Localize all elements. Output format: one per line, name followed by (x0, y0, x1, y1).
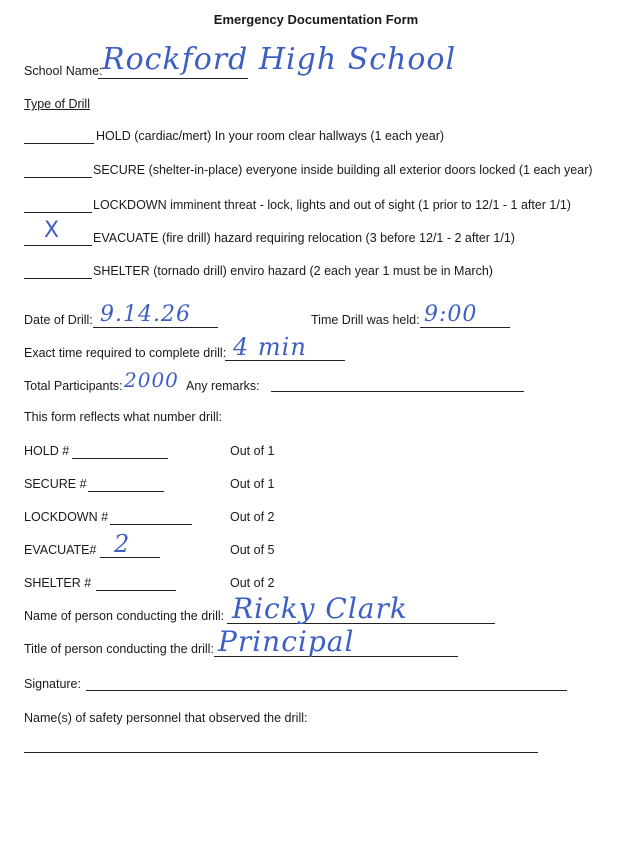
date-label: Date of Drill: (24, 313, 93, 327)
drill-type-blank[interactable] (24, 177, 92, 178)
drill-number-out-of: Out of 1 (230, 477, 275, 491)
conductor-name-value[interactable]: Ricky Clark (232, 592, 408, 625)
signature-label: Signature: (24, 677, 81, 691)
date-underline (93, 327, 218, 328)
drill-number-value[interactable]: 2 (114, 530, 131, 558)
drill-type-blank[interactable] (24, 212, 92, 213)
drill-number-label: SHELTER # (24, 576, 92, 590)
drill-type-lockdown: LOCKDOWN imminent threat - lock, lights and out of sight (1 prior to 12/1 - 1 after 1/1) (93, 198, 571, 212)
drill-number-out-of: Out of 1 (230, 444, 275, 458)
remarks-label: Any remarks: (186, 379, 260, 393)
time-required-label: Exact time required to complete drill: (24, 346, 227, 360)
reflects-label: This form reflects what number drill: (24, 410, 222, 424)
signature-underline[interactable] (86, 690, 567, 691)
school-name-label: School Name: (24, 64, 103, 78)
remarks-underline[interactable] (271, 391, 524, 392)
drill-number-label: EVACUATE# (24, 543, 97, 557)
drill-type-checkmark: X (44, 218, 60, 243)
drill-type-evacuate: EVACUATE (fire drill) hazard requiring relocation (3 before 12/1 - 2 after 1/1) (93, 231, 515, 245)
drill-number-label: HOLD # (24, 444, 70, 458)
drill-type-shelter: SHELTER (tornado drill) enviro hazard (2 each year 1 must be in March) (93, 264, 493, 278)
drill-number-out-of: Out of 2 (230, 510, 275, 524)
observers-label: Name(s) of safety personnel that observed the drill: (24, 711, 308, 725)
time-required-value[interactable]: 4 min (233, 333, 307, 361)
drill-number-label: LOCKDOWN # (24, 510, 109, 524)
drill-number-out-of: Out of 5 (230, 543, 275, 557)
drill-type-blank[interactable] (24, 143, 94, 144)
form-title: Emergency Documentation Form (213, 12, 419, 27)
time-held-value[interactable]: 9:00 (424, 302, 478, 327)
drill-number-out-of: Out of 2 (230, 576, 275, 590)
drill-number-underline[interactable] (96, 590, 176, 591)
drill-type-hold: HOLD (cardiac/mert) In your room clear hallways (1 each year) (96, 129, 445, 143)
conductor-title-value[interactable]: Principal (218, 625, 355, 658)
date-value[interactable]: 9.14.26 (100, 302, 191, 327)
participants-value[interactable]: 2000 (124, 368, 179, 392)
observers-underline[interactable] (24, 752, 538, 753)
conductor-title-label: Title of person conducting the drill: (24, 642, 214, 656)
school-name-underline (98, 78, 248, 79)
drill-number-label: SECURE # (24, 477, 87, 491)
school-name-value[interactable]: Rockford High School (102, 42, 457, 77)
drill-number-underline[interactable] (110, 524, 192, 525)
drill-type-blank[interactable] (24, 278, 92, 279)
drill-type-secure: SECURE (shelter-in-place) everyone inside building all exterior doors locked (1 each year) (93, 163, 593, 177)
conductor-name-label: Name of person conducting the drill: (24, 609, 225, 623)
type-of-drill-heading: Type of Drill (24, 97, 90, 111)
time-held-label: Time Drill was held: (311, 313, 420, 327)
participants-label: Total Participants: (24, 379, 123, 393)
time-held-underline (420, 327, 510, 328)
drill-type-blank[interactable] (24, 245, 92, 246)
drill-number-underline[interactable] (72, 458, 168, 459)
drill-number-underline[interactable] (88, 491, 164, 492)
